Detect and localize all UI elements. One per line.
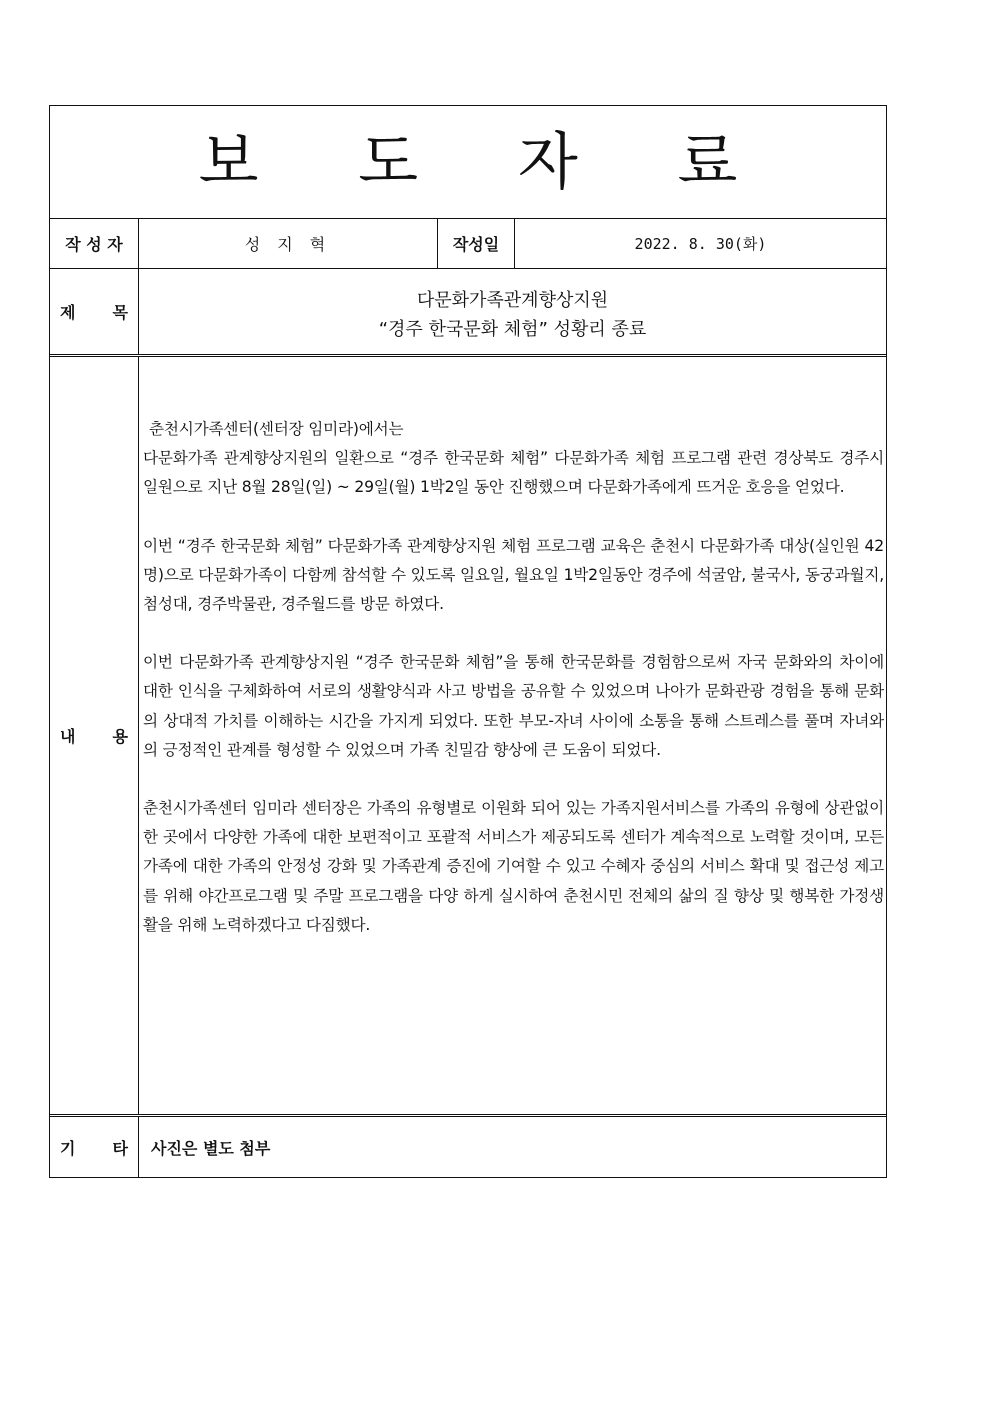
subject-value [139, 269, 886, 354]
content-intro: 춘천시가족센터(센터장 임미라)에서는 [149, 420, 404, 438]
etc-label-right: 타 [112, 1138, 128, 1158]
subject-label [50, 269, 139, 354]
subject-label-right: 목 [112, 303, 128, 322]
date-value: 2022. 8. 30(화) [634, 235, 767, 253]
etc-value: 사진은 별도 첨부 [151, 1138, 271, 1158]
subject-line-2: “경주 한국문화 체험” 성황리 종료 [378, 318, 647, 340]
author-row [50, 219, 886, 269]
content-paragraph-1: 다문화가족 관계향상지원의 일환으로 “경주 한국문화 체험” 다문화가족 체험 프로그램 관련 경상북도 경주시 일원으로 지난 8월 28일(일) ~ 29일(월) 1박2일 동안 진행했으며 다문화가족에게 뜨거운 호응을 얻었다. [143, 449, 884, 497]
page-title: 보 도 자 료 [198, 125, 778, 198]
content-paragraph-4: 춘천시가족센터 임미라 센터장은 가족의 유형별로 이원화 되어 있는 가족지원서비스를 가족의 유형에 상관없이 한 곳에서 다양한 가족에 대한 보편적이고 포괄적 서비스가 제공되도록 센터가 계속적으로 노력할 것이며, 모든 가족에 대한 가족의 안정성 강화 및 가족관계 증진에 기여할 수 있고 수혜자 중심의 서비스 확대 및 접근성 제고를 위해 야간프로그램 및 주말 프로그램을 다양 하게 실시하여 춘천시민 전체의 삶의 질 향상 및 행복한 가정생활을 위해 노력하겠다고 다짐했다. [143, 799, 884, 934]
author-value: 성 지 혁 [139, 219, 438, 268]
content-body [139, 357, 886, 1114]
content-paragraph-3: 이번 다문화가족 관계향상지원 “경주 한국문화 체험”을 통해 한국문화를 경험함으로써 자국 문화와의 차이에 대한 인식을 구체화하여 서로의 생활양식과 사고 방법을 공유할 수 있었으며 나아가 문화관광 경험을 통해 문화의 상대적 가치를 이해하는 시간을 가지게 되었다. 또한 부모-자녀 사이에 소통을 통해 스트레스를 풀며 자녀와의 긍정적인 관계를 형성할 수 있었으며 가족 친밀감 향상에 큰 도움이 되었다. [143, 653, 884, 759]
subject-label-left: 제 [60, 303, 76, 322]
press-release-table [49, 105, 887, 1178]
etc-label-left: 기 [60, 1138, 76, 1158]
title-row [50, 106, 886, 219]
subject-row [50, 269, 886, 357]
content-row [50, 357, 886, 1117]
subject-line-1: 다문화가족관계향상지원 [416, 289, 609, 311]
content-label-left: 내 [60, 727, 76, 746]
content-paragraph-2: 이번 “경주 한국문화 체험” 다문화가족 관계향상지원 체험 프로그램 교육은 춘천시 다문화가족 대상(실인원 42명)으로 다문화가족이 다함께 참석할 수 있도록 일요일, 월요일 1박2일동안 경주에 석굴암, 불국사, 동궁과월지, 첨성대, 경주박물관, 경주월드를 방문 하였다. [143, 536, 884, 614]
date-label: 작성일 [438, 219, 515, 268]
content-label-right: 용 [112, 727, 128, 746]
etc-label [50, 1117, 139, 1177]
content-label [50, 357, 139, 1114]
etc-row [50, 1117, 886, 1177]
author-label: 작 성 자 [50, 219, 139, 268]
